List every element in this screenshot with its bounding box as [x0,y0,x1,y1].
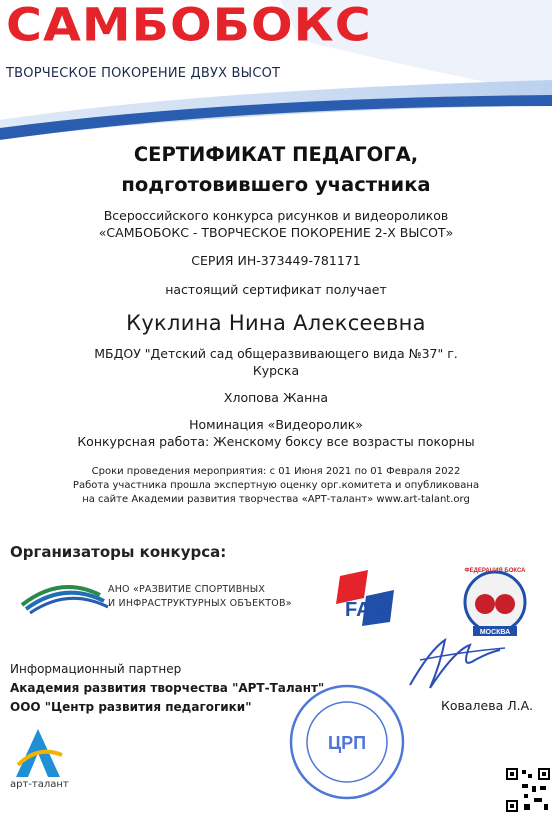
contest-work: Конкурсная работа: Женскому боксу все возрасты покорны [77,434,475,449]
contest-line-2: «САМБОБОКС - ТВОРЧЕСКОЕ ПОКОРЕНИЕ 2-Х ВЫСОТ» [98,225,454,240]
recipient-name: Куклина Нина Алексеевна [126,311,426,335]
ano-organizer-name [108,583,292,611]
federation-title: ФЕДЕРАЦИЯ БОКСА [464,568,526,574]
signer-name: Ковалева Л.А. [441,698,534,713]
event-dates: Сроки проведения мероприятия: с 01 Июня 2021 по 01 Февраля 2022 [91,466,461,477]
official-stamp-icon [288,683,406,801]
certificate-body [0,140,552,507]
contest-line-1: Всероссийского конкурса рисунков и видеороликов [103,208,449,223]
fas-logo-icon [330,568,400,628]
certificate-title [0,140,552,200]
signature-icon [400,630,510,695]
fas-logo-text: FAS [345,599,384,621]
stamp-center-text: ЦРП [327,733,367,753]
series-number: СЕРИЯ ИН-373449-781171 [191,253,361,268]
student-name: Хлопова Жанна [223,390,329,405]
brand-tagline: ТВОРЧЕСКОЕ ПОКОРЕНИЕ ДВУХ ВЫСОТ [6,66,281,81]
boxing-federation-logo-icon [455,560,535,640]
partner-label: Информационный партнер [10,662,182,676]
receives-text: настоящий сертификат получает [165,282,387,297]
partner-academy: Академия развития творчества "АРТ-Талант" [10,681,325,695]
art-talant-label: арт-талант [10,779,69,790]
nomination-block [0,416,552,450]
evaluation-note: Работа участника прошла экспертную оценку орг.комитета и опубликована [72,480,480,491]
contest-name [0,207,552,241]
qr-code-icon [504,766,552,814]
title-line-2: подготовившего участника [121,173,431,196]
brand-logo-text: САМБОБОКС [6,0,372,52]
publication-note: на сайте Академии развития творчества «АРТ-талант» www.art-talant.org [82,494,470,505]
federation-city: МОСКВА [479,629,511,636]
art-talant-logo-icon [8,725,68,785]
event-details [0,465,552,507]
info-partner-block [10,660,324,717]
ano-line-2: И ИНФРАСТРУКТУРНЫХ ОБЪЕКТОВ» [108,598,292,609]
ano-line-1: АНО «РАЗВИТИЕ СПОРТИВНЫХ [108,584,266,595]
title-line-1: СЕРТИФИКАТ ПЕДАГОГА, [133,143,419,166]
partner-company: ООО "Центр развития педагогики" [10,700,252,714]
organization-name: МБДОУ "Детский сад общеразвивающего вида №37" г. Курска [94,346,458,378]
nomination: Номинация «Видеоролик» [189,417,363,432]
organizers-heading: Организаторы конкурса: [10,543,227,561]
